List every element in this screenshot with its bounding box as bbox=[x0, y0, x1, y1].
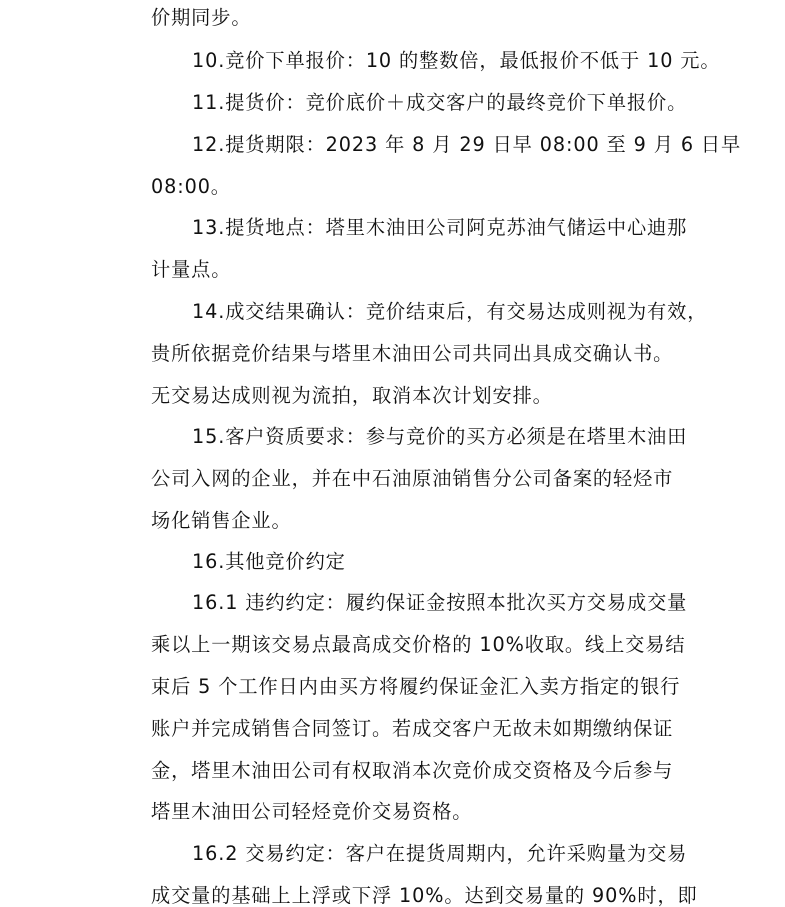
text-line: 08:00。 bbox=[151, 175, 231, 198]
text-line: 15.客户资质要求：参与竞价的买方必须是在塔里木油田 bbox=[192, 425, 688, 448]
text-line: 成交量的基础上上浮或下浮 10%。达到交易量的 90%时，即 bbox=[151, 884, 698, 907]
text-line: 公司入网的企业，并在中石油原油销售分公司备案的轻烃市 bbox=[151, 467, 674, 490]
text-line: 价期同步。 bbox=[151, 6, 252, 29]
text-line: 14.成交结果确认：竞价结束后，有交易达成则视为有效， bbox=[192, 300, 708, 323]
text-line: 计量点。 bbox=[151, 258, 232, 281]
text-line: 乘以上一期该交易点最高成交价格的 10%收取。线上交易结 bbox=[151, 633, 686, 656]
text-line: 16.2 交易约定：客户在提货周期内，允许采购量为交易 bbox=[192, 842, 688, 865]
text-line: 金，塔里木油田公司有权取消本次竞价成交资格及今后参与 bbox=[151, 759, 674, 782]
text-line: 10.竞价下单报价：10 的整数倍，最低报价不低于 10 元。 bbox=[192, 49, 721, 72]
text-line: 11.提货价：竞价底价＋成交客户的最终竞价下单报价。 bbox=[192, 91, 688, 114]
text-line: 12.提货期限：2023 年 8 月 29 日早 08:00 至 9 月 6 日早 bbox=[192, 133, 742, 156]
text-line: 无交易达成则视为流拍，取消本次计划安排。 bbox=[151, 384, 553, 407]
text-line: 13.提货地点：塔里木油田公司阿克苏油气储运中心迪那 bbox=[192, 216, 688, 239]
text-line: 贵所依据竞价结果与塔里木油田公司共同出具成交确认书。 bbox=[151, 342, 674, 365]
text-line: 16.其他竞价约定 bbox=[192, 550, 346, 573]
text-line: 账户并完成销售合同签订。若成交客户无故未如期缴纳保证 bbox=[151, 717, 674, 740]
text-line: 塔里木油田公司轻烃竞价交易资格。 bbox=[151, 800, 473, 823]
text-line: 束后 5 个工作日内由买方将履约保证金汇入卖方指定的银行 bbox=[151, 675, 681, 698]
text-line: 场化销售企业。 bbox=[151, 509, 292, 532]
text-line: 16.1 违约约定：履约保证金按照本批次买方交易成交量 bbox=[192, 591, 688, 614]
